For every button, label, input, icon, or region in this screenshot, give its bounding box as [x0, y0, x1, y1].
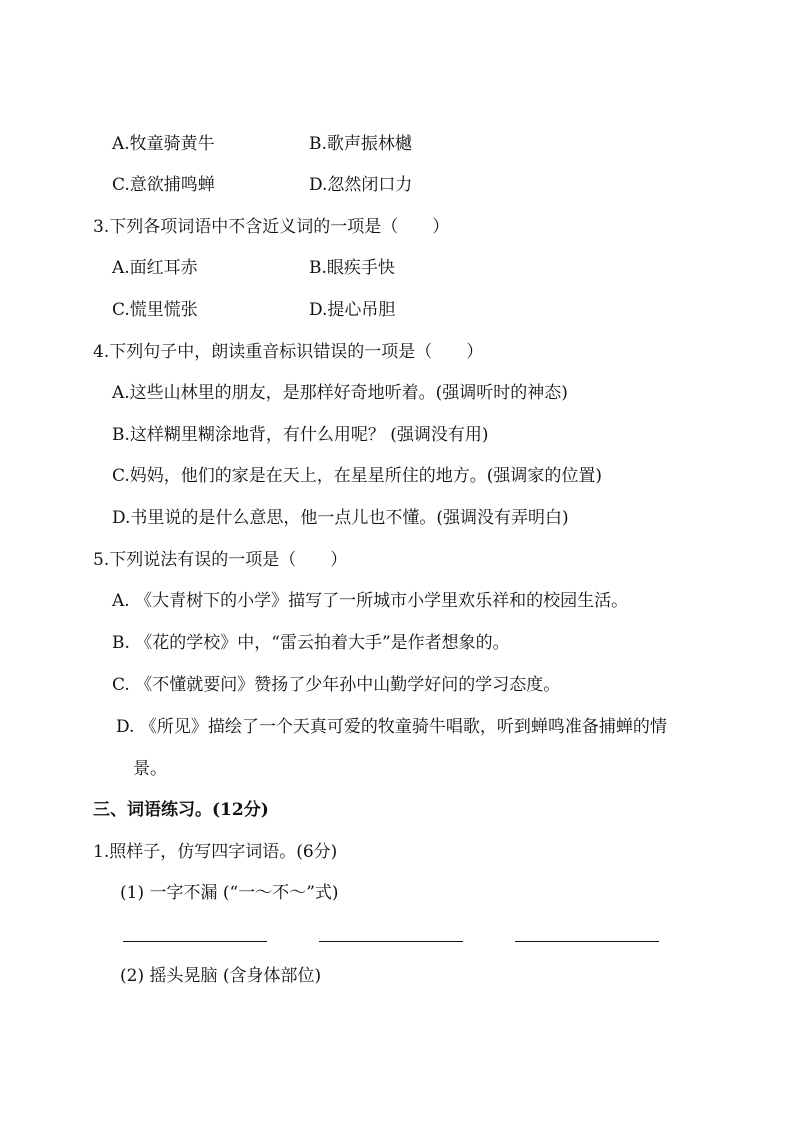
section3-item2: (2) 摇头晃脑 (含身体部位) — [120, 966, 322, 986]
q4-option-b: B.这样糊里糊涂地背，有什么用呢？ (强调没有用) — [112, 425, 489, 445]
q5-option-d-line1: D. 《所见》描绘了一个天真可爱的牧童骑牛唱歌，听到蝉鸣准备捕蝉的情 — [116, 717, 667, 737]
answer-blank[interactable] — [515, 941, 659, 942]
q5-option-c: C. 《不懂就要问》赞扬了少年孙中山勤学好问的学习态度。 — [112, 675, 561, 695]
q4-option-d: D.书里说的是什么意思，他一点儿也不懂。(强调没有弄明白) — [112, 508, 569, 528]
section-heading: 三、词语练习。(12分) — [93, 800, 269, 820]
q3-option-a: A.面红耳赤 — [112, 258, 198, 278]
q3-stem: 3.下列各项词语中不含近义词的一项是（ ） — [93, 217, 450, 237]
q3-option-b: B.眼疾手快 — [309, 258, 395, 278]
q4-stem: 4.下列句子中，朗读重音标识错误的一项是（ ） — [93, 342, 484, 362]
q2-option-c: C.意欲捕鸣蝉 — [112, 175, 215, 195]
q4-option-c: C.妈妈，他们的家是在天上，在星星所住的地方。(强调家的位置) — [112, 466, 603, 486]
q5-option-a: A. 《大青树下的小学》描写了一所城市小学里欢乐祥和的校园生活。 — [112, 591, 629, 611]
q2-option-a: A.牧童骑黄牛 — [112, 134, 215, 154]
answer-blank[interactable] — [319, 941, 463, 942]
section3-q1-stem: 1.照样子，仿写四字词语。(6分) — [93, 842, 338, 862]
q3-option-d: D.提心吊胆 — [309, 300, 396, 320]
answer-blank[interactable] — [123, 941, 267, 942]
q2-option-d: D.忽然闭口力 — [309, 175, 413, 195]
q5-option-d-line2: 景。 — [133, 759, 167, 779]
q4-option-a: A.这些山林里的朋友，是那样好奇地听着。(强调听时的神态) — [112, 383, 568, 403]
section3-item1: (1) 一字不漏 (“一～不～”式) — [120, 883, 339, 903]
q2-option-b: B.歌声振林樾 — [309, 134, 412, 154]
q3-option-c: C.慌里慌张 — [112, 300, 198, 320]
q5-option-b: B. 《花的学校》中，“雷云拍着大手”是作者想象的。 — [112, 633, 510, 653]
q5-stem: 5.下列说法有误的一项是（ ） — [93, 550, 348, 570]
